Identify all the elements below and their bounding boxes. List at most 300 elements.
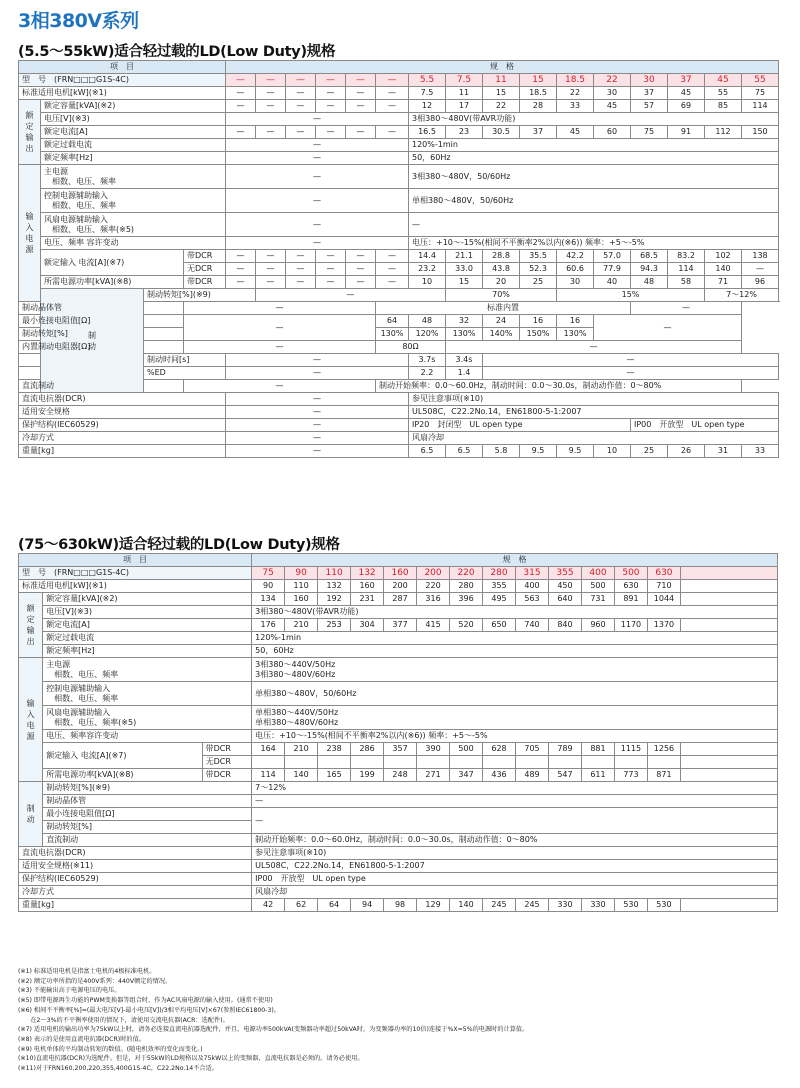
value-cell: 23.2 <box>409 263 446 276</box>
value-cell: 316 <box>417 593 450 606</box>
value-cell: 33 <box>557 100 594 113</box>
value-cell: 881 <box>581 743 614 756</box>
dash-cell: — <box>226 263 256 276</box>
dash-cell: — <box>226 139 409 152</box>
value-cell: 705 <box>516 743 549 756</box>
value-cell: 114 <box>668 263 705 276</box>
dash-cell: — <box>376 100 409 113</box>
protect-value: IP20 封闭型 UL open type <box>409 419 631 432</box>
value-cell: 55 <box>705 87 742 100</box>
blank-cell <box>318 756 351 769</box>
btorque-value: 7～12% <box>705 289 779 302</box>
spec-table-75-630kw <box>18 553 778 912</box>
value-cell: 57.0 <box>594 250 631 263</box>
value-cell: 25 <box>631 445 668 458</box>
dash-cell: — <box>226 189 409 213</box>
value-cell: 102 <box>705 250 742 263</box>
value-cell: 120% <box>409 328 446 341</box>
value-cell: 140 <box>285 769 318 782</box>
ctrl-src-row <box>19 682 778 706</box>
cell-text: 风扇电源辅助输入 相数、电压、频率(※5) <box>46 707 137 727</box>
safety-label: 适用安全规格 <box>19 406 226 419</box>
model-dash: — <box>346 74 376 87</box>
dash-cell: — <box>483 354 779 367</box>
value-cell: 43.8 <box>483 263 520 276</box>
motor-row <box>19 580 778 593</box>
freq-row <box>19 645 778 658</box>
cell-text: 主电源 相数、电压、频率 <box>44 166 116 186</box>
value-cell: 2.2 <box>409 367 446 380</box>
value-cell: 871 <box>647 769 680 782</box>
protect-row <box>19 419 779 432</box>
blank-cell <box>680 769 777 782</box>
model-value: 280 <box>483 567 516 580</box>
ovl-row <box>19 632 778 645</box>
value-cell: 28.8 <box>483 250 520 263</box>
value-cell: 1170 <box>614 619 647 632</box>
cool-row <box>19 432 779 445</box>
dash-cell: — <box>376 126 409 139</box>
value-cell: 165 <box>318 769 351 782</box>
ctrl-src-value: 单相380～480V，50/60Hz <box>252 682 778 706</box>
dash-cell: — <box>256 289 446 302</box>
value-cell: 150 <box>742 126 779 139</box>
dash-cell: — <box>226 165 409 189</box>
model-value: 160 <box>384 567 417 580</box>
value-cell: 15 <box>483 87 520 100</box>
blank-cell <box>680 593 777 606</box>
ovl-label: 额定过载电流 <box>41 139 226 152</box>
dash-cell: — <box>226 419 409 432</box>
dash-cell: — <box>376 87 409 100</box>
value-cell: 1044 <box>647 593 680 606</box>
btorque2-label: 制动转矩[%] <box>43 821 252 834</box>
value-cell: 628 <box>483 743 516 756</box>
value-cell: 96 <box>742 276 779 289</box>
dash-cell: — <box>316 126 346 139</box>
value-cell: 15 <box>446 276 483 289</box>
value-cell: 245 <box>483 899 516 912</box>
value-cell: 390 <box>417 743 450 756</box>
value-cell: 98 <box>384 899 417 912</box>
value-cell: 330 <box>549 899 582 912</box>
main-src-row <box>19 165 779 189</box>
footnote-line: (※6) 相间不平衡率[%]=(最大电压[V]-最小电压[V])/3相平均电压[V]×67(参照IEC61800-3)。 <box>18 1006 280 1014</box>
value-cell: 199 <box>351 769 384 782</box>
btorque2-label: 制动转矩[%] <box>19 328 184 341</box>
motor-label: 标准适用电机[kW](※1) <box>19 580 252 593</box>
protect-value: IP00 开放型 UL open type <box>252 873 778 886</box>
value-cell: 160 <box>285 593 318 606</box>
dcr-label: 带DCR <box>202 743 252 756</box>
main-src-label <box>43 658 252 682</box>
value-cell: 357 <box>384 743 417 756</box>
btorque-value: 70% <box>446 289 557 302</box>
value-cell: 48 <box>631 276 668 289</box>
footnote-line: (※1) 标准适用电机是指富士电机的4极标准电机。 <box>18 968 156 975</box>
model-value: 55 <box>742 74 779 87</box>
model-row <box>19 567 778 580</box>
cool-row <box>19 886 778 899</box>
in-dcr-row <box>19 743 778 756</box>
btorque-row <box>19 289 779 302</box>
dcr-value: 参见注意事项(※10) <box>252 847 778 860</box>
weight-label: 重量[kg] <box>19 445 226 458</box>
section-title-ld-large: (75～630kW)适合轻过载的LD(Low Duty)规格 <box>18 537 340 553</box>
volt-row <box>19 113 779 126</box>
value-cell: 231 <box>351 593 384 606</box>
value-cell: 22 <box>483 100 520 113</box>
footnote-line: 在2～3%的不平衡率使用的情况下，请使用交流电抗器(ACR：选配件)。 <box>18 1016 229 1024</box>
blank-cell <box>614 756 647 769</box>
value-cell: 6.5 <box>409 445 446 458</box>
main-src-label <box>41 165 226 189</box>
value-cell: 450 <box>549 580 582 593</box>
value-cell: 5.8 <box>483 445 520 458</box>
blank-cell <box>680 567 777 580</box>
dash-cell: — <box>184 341 376 354</box>
req-row <box>19 769 778 782</box>
blank-cell <box>252 756 285 769</box>
blank-cell <box>19 367 41 380</box>
value-cell: 45 <box>594 100 631 113</box>
cap-row <box>19 593 778 606</box>
value-cell: 69 <box>668 100 705 113</box>
dash-cell: — <box>483 367 779 380</box>
value-cell: 23 <box>446 126 483 139</box>
dash-cell: — <box>316 276 346 289</box>
dash-cell: — <box>226 152 409 165</box>
value-cell: 14.4 <box>409 250 446 263</box>
ped-label: %ED <box>144 367 226 380</box>
model-value: 22 <box>594 74 631 87</box>
blank-cell <box>680 756 777 769</box>
blank-cell <box>581 756 614 769</box>
footnote-line: (※2) 额定功率所指的是400V系列：440V额定的情况。 <box>18 977 172 985</box>
value-cell: 547 <box>549 769 582 782</box>
dash-cell: — <box>316 100 346 113</box>
value-cell: 91 <box>668 126 705 139</box>
dash-cell: — <box>226 406 409 419</box>
model-value: 37 <box>668 74 705 87</box>
dcbrake-label: 直流制动 <box>43 834 252 847</box>
model-value: 5.5 <box>409 74 446 87</box>
dash-cell: — <box>184 380 376 393</box>
weight-row <box>19 899 778 912</box>
dash-cell: — <box>286 250 316 263</box>
cell-text: 单相380～440V/50Hz 单相380～480V/60Hz <box>255 707 339 727</box>
dcr-row-label: 直流电抗器(DCR) <box>19 847 252 860</box>
value-cell: 130% <box>557 328 594 341</box>
ovl-value: 120%-1min <box>409 139 779 152</box>
var-value: 电压：+10～-15%(相间不平衡率2%以内(※6)) 频率：+5～-5% <box>409 237 779 250</box>
value-cell: 40 <box>594 276 631 289</box>
value-cell: 415 <box>417 619 450 632</box>
model-value: 30 <box>631 74 668 87</box>
cell-text: 3相380～440V/50Hz 3相380～480V/60Hz <box>255 659 336 679</box>
main-src-value <box>252 658 778 682</box>
dash-cell: — <box>226 113 409 126</box>
value-cell: 30 <box>557 276 594 289</box>
group-label: 额定输出 <box>26 604 35 646</box>
value-cell: 1115 <box>614 743 647 756</box>
freq-row <box>19 152 779 165</box>
header-item: 项 目 <box>19 554 252 567</box>
value-cell: 94 <box>351 899 384 912</box>
value-cell: 16.5 <box>409 126 446 139</box>
value-cell: 210 <box>285 743 318 756</box>
value-cell: 630 <box>614 580 647 593</box>
btorque-label: 制动转矩[%](※9) <box>43 782 252 795</box>
dcr-label: 带DCR <box>184 276 226 289</box>
model-value: 220 <box>450 567 483 580</box>
value-cell: 37 <box>631 87 668 100</box>
blank-cell <box>19 354 41 367</box>
value-cell: 30 <box>594 87 631 100</box>
value-cell: 840 <box>549 619 582 632</box>
value-cell: 71 <box>705 276 742 289</box>
fan-src-value: — <box>409 213 779 237</box>
value-cell: 891 <box>614 593 647 606</box>
group-label: 制动 <box>26 804 35 824</box>
value-cell: 10 <box>594 445 631 458</box>
cap-label: 额定容量[kVA](※2) <box>43 593 252 606</box>
cur-label: 额定电流[A] <box>41 126 226 139</box>
cool-value: 风扇冷却 <box>252 886 778 899</box>
value-cell: 150% <box>520 328 557 341</box>
dcbrake-row <box>19 380 779 393</box>
header-row <box>19 61 779 74</box>
var-row <box>19 237 779 250</box>
value-cell: 132 <box>318 580 351 593</box>
dash-cell: — <box>742 263 779 276</box>
blank-cell <box>483 756 516 769</box>
value-cell: 253 <box>318 619 351 632</box>
group-label: 输入电源 <box>25 212 34 254</box>
ctrl-src-label <box>43 682 252 706</box>
value-cell: 129 <box>417 899 450 912</box>
value-cell: 530 <box>614 899 647 912</box>
model-value: 11 <box>483 74 520 87</box>
cap-row <box>19 100 779 113</box>
value-cell: 520 <box>450 619 483 632</box>
cool-label: 冷却方式 <box>19 432 226 445</box>
btime-label: 制动时间[s] <box>144 354 226 367</box>
blank-cell <box>680 743 777 756</box>
intres-value: 80Ω <box>376 341 446 354</box>
value-cell: 48 <box>409 315 446 328</box>
dash-cell: — <box>286 100 316 113</box>
value-cell: 500 <box>581 580 614 593</box>
value-cell: 94.3 <box>631 263 668 276</box>
main-src-row <box>19 658 778 682</box>
value-cell: 75 <box>742 87 779 100</box>
dash-cell: — <box>256 263 286 276</box>
value-cell: 37 <box>520 126 557 139</box>
value-cell: 12 <box>409 100 446 113</box>
dash-cell: — <box>226 126 256 139</box>
safety-value: UL508C，C22.2No.14，EN61800-5-1:2007 <box>409 406 779 419</box>
dash-cell: — <box>184 302 376 315</box>
value-cell: 16 <box>557 315 594 328</box>
minres-value: — <box>252 808 778 834</box>
value-cell: 495 <box>483 593 516 606</box>
dash-cell: — <box>346 263 376 276</box>
volt-row <box>19 606 778 619</box>
value-cell: 110 <box>285 580 318 593</box>
blank-cell <box>680 619 777 632</box>
model-value: 630 <box>647 567 680 580</box>
dash-cell: — <box>376 263 409 276</box>
dash-cell: — <box>226 237 409 250</box>
nodcr-label: 无DCR <box>184 263 226 276</box>
footnote-line: (※7) 适用电机的输出功率为75kW以上时，请务必连接直流电抗器选配件，并且，电源功率500kVA(变频器功率超过50kVA时，为变频器功率的10倍)连接于%X=5%的电源时的计算值。 <box>18 1026 529 1034</box>
value-cell: 32 <box>446 315 483 328</box>
value-cell: 9.5 <box>520 445 557 458</box>
volt-label: 电压[V](※3) <box>43 606 252 619</box>
motor-row <box>19 87 779 100</box>
value-cell: 640 <box>549 593 582 606</box>
value-cell: 400 <box>516 580 549 593</box>
var-label: 电压、频率容许变动 <box>43 730 252 743</box>
value-cell: 6.5 <box>446 445 483 458</box>
value-cell: 20 <box>483 276 520 289</box>
rated-group <box>19 593 43 658</box>
btrans-row <box>19 795 778 808</box>
model-value: 18.5 <box>557 74 594 87</box>
value-cell: 176 <box>252 619 285 632</box>
in-cur-label: 额定输入 电流[A](※7) <box>41 250 184 276</box>
value-cell: 789 <box>549 743 582 756</box>
btrans-label: 制动晶体管 <box>43 795 252 808</box>
dash-cell: — <box>184 315 376 341</box>
dash-cell: — <box>226 100 256 113</box>
value-cell: 192 <box>318 593 351 606</box>
dcr-row <box>19 393 779 406</box>
protect-label: 保护结构(IEC60529) <box>19 419 226 432</box>
cell-text: 风扇电源辅助输入 相数、电压、频率(※5) <box>44 214 135 234</box>
value-cell: 1.4 <box>446 367 483 380</box>
value-cell: 134 <box>252 593 285 606</box>
dash-cell: — <box>446 341 742 354</box>
spec-table-5-55kw <box>18 60 779 458</box>
req-label: 所需电源功率[kVA](※8) <box>41 276 184 289</box>
model-value: 500 <box>614 567 647 580</box>
cool-value: 风扇冷却 <box>409 432 779 445</box>
section-title-ld-small: (5.5～55kW)适合轻过载的LD(Low Duty)规格 <box>18 44 336 60</box>
blank-cell <box>647 756 680 769</box>
value-cell: 287 <box>384 593 417 606</box>
value-cell: 77.9 <box>594 263 631 276</box>
value-cell: 140 <box>705 263 742 276</box>
blank-cell <box>351 756 384 769</box>
value-cell: 210 <box>285 619 318 632</box>
value-cell: 280 <box>450 580 483 593</box>
cur-row <box>19 619 778 632</box>
fan-src-value <box>252 706 778 730</box>
value-cell: 130% <box>446 328 483 341</box>
cur-row <box>19 126 779 139</box>
dash-cell: — <box>226 367 409 380</box>
protect-row <box>19 873 778 886</box>
model-value: 15 <box>520 74 557 87</box>
dash-cell: — <box>226 393 409 406</box>
model-dash: — <box>256 74 286 87</box>
value-cell: 11 <box>446 87 483 100</box>
freq-value: 50，60Hz <box>409 152 779 165</box>
value-cell: 60.6 <box>557 263 594 276</box>
value-cell: 45 <box>557 126 594 139</box>
footnote-line: (※10)直流电抗器(DCR)为选配件。但是，对于55kW的LD规格以及75kW以上的变频器，直流电抗器是必须的。请务必使用。 <box>18 1055 364 1063</box>
dash-cell: — <box>376 276 409 289</box>
value-cell: 24 <box>483 315 520 328</box>
value-cell: 16 <box>520 315 557 328</box>
value-cell: 17 <box>446 100 483 113</box>
header-item: 项 目 <box>19 61 226 74</box>
dash-cell: — <box>286 126 316 139</box>
dash-cell: — <box>226 432 409 445</box>
value-cell: 112 <box>705 126 742 139</box>
value-cell: 304 <box>351 619 384 632</box>
brake-group <box>19 782 43 847</box>
page-title: 3相380V系列 <box>18 10 139 32</box>
fan-src-row <box>19 213 779 237</box>
value-cell: 1370 <box>647 619 680 632</box>
var-value: 电压：+10～-15%(相间不平衡率2%以内(※6)) 频率：+5～-5% <box>252 730 778 743</box>
value-cell: 30.5 <box>483 126 520 139</box>
req-label: 所需电源功率[kVA](※8) <box>43 769 202 782</box>
value-cell: 164 <box>252 743 285 756</box>
value-cell: 710 <box>647 580 680 593</box>
value-cell: 31 <box>705 445 742 458</box>
model-label: 型 号 (FRN□□□G1S-4C) <box>19 74 226 87</box>
value-cell: 83.2 <box>668 250 705 263</box>
dash-cell: — <box>226 276 256 289</box>
value-cell: 731 <box>581 593 614 606</box>
req-row <box>19 276 779 289</box>
value-cell: 58 <box>668 276 705 289</box>
value-cell: 140% <box>483 328 520 341</box>
freq-value: 50，60Hz <box>252 645 778 658</box>
dash-cell: — <box>346 250 376 263</box>
group-label: 输入电源 <box>26 698 35 741</box>
dcr-row <box>19 847 778 860</box>
value-cell: 90 <box>252 580 285 593</box>
model-value: 45 <box>705 74 742 87</box>
model-dash: — <box>286 74 316 87</box>
value-cell: 22 <box>557 87 594 100</box>
intres-label: 内置制动电阻器[Ω] <box>19 341 184 354</box>
dash-cell: — <box>256 100 286 113</box>
dcbrake-label: 直流制动 <box>19 380 184 393</box>
footnote-line: (※11)对于FRN160,200,220,355,400G1S-4C，C22.2No.14不合适。 <box>18 1065 218 1073</box>
ovl-label: 额定过载电流 <box>43 632 252 645</box>
btorque-label: 制动转矩[%](※9) <box>144 289 256 302</box>
blank-cell <box>450 756 483 769</box>
dash-cell: — <box>594 315 742 341</box>
model-dash: — <box>376 74 409 87</box>
btrans-row <box>19 302 779 315</box>
model-value: 7.5 <box>446 74 483 87</box>
blank-cell <box>384 756 417 769</box>
ctrl-src-row <box>19 189 779 213</box>
value-cell: 396 <box>450 593 483 606</box>
footnote-line: (※8) 表示的是使用直流电抗器(DCR)时的值。 <box>18 1035 145 1043</box>
model-value: 132 <box>351 567 384 580</box>
dash-cell: — <box>346 87 376 100</box>
safety-value: UL508C，C22.2No.14，EN61800-5-1:2007 <box>252 860 778 873</box>
volt-label: 电压[V](※3) <box>41 113 226 126</box>
